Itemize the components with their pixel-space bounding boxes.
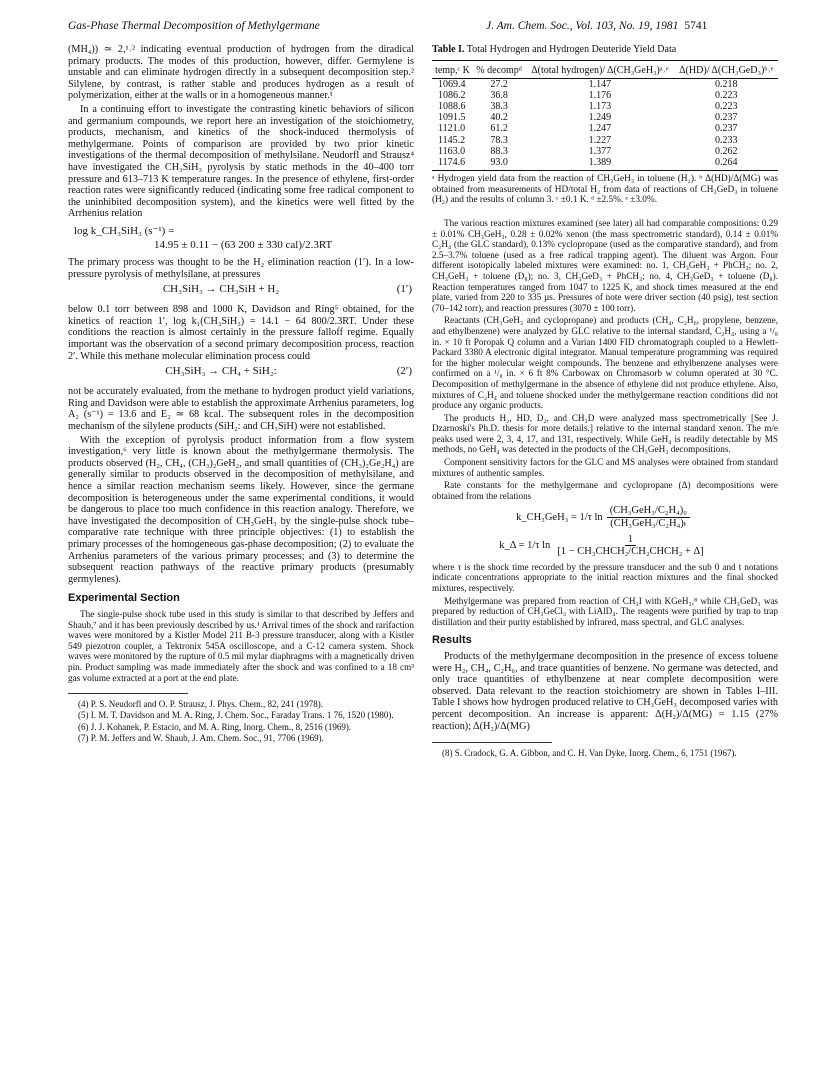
equation-arrhenius-lhs: log k_CH₃SiH₃ (s⁻¹) = (74, 224, 175, 237)
section-heading-experimental: Experimental Section (68, 592, 180, 605)
table-cell: 1.147 (588, 78, 612, 90)
table-row (432, 112, 778, 123)
footnote: (7) P. M. Jeffers and W. Shaub, J. Am. Chem. Soc., 91, 7706 (1969). (78, 732, 324, 743)
table-cell: 1.227 (588, 134, 612, 146)
table-caption (432, 44, 778, 56)
numerator: (CH₃GeH₃/C₂H₄)₀ (607, 505, 690, 518)
footnote: (4) P. S. Neudorfl and O. P. Strausz, J. Phys. Chem., 82, 241 (1978). (78, 699, 323, 710)
paragraph: With the exception of pyrolysis product information from a flow system investigation,⁶ very little is known about the methylgermane thermolysis. The products observed (H₂, CH₄, (CH₃)₂GeH₂, and small quantities of (CH₃)₂Ge₂H₄) are generally similar to products observed in the decomposition of methylsilane, and hence a similar reaction mechanism seems likely. However, since the germane decomposition is heterogeneous under the same experimental conditions, it would be dangerous to place too much confidence in this reaction analogy. Therefore, we have investigated the decomposition of CH₃GeH₃ by the single-pulse shock tube–comparative rate technique with three principle objectives: (1) to establish the primary processes of the homogeneous gas-phase decomposition; (2) to evaluate the Arrhenius parameters of the various primary processes; and (3) to determine the subsequent reaction pathways of the reactive primary products (presumably germylenes). (68, 434, 414, 585)
equation-rate-methylgermane (432, 505, 778, 529)
table-row (432, 90, 778, 101)
paragraph: Reactants (CH₃GeH₃ and cyclopropane) and products (CH₄, C₂H₆, propylene, benzene, and ethylbenzene) were analyzed by GLC relative to the internal standard, C₂H₄, using a ¹/₈ in. × 10 ft Poropak Q column and a Varian 1400 FID chromatograph coupled to a Hewlett-Packard 3380 A electronic digital integrator. Manual temperature programming was required for the higher molecular weight compounds. The benzene and ethylbenzene analyses were confirmed on a ¹/₈ in. × 6 ft 8% Carbowax on Chromasorb w column operated at 30 °C. Decomposition of methylgermane in the absence of ethylene did not produce ethylene. Also, mixtures of C₂H₄ and toluene shocked under the methylgermane reaction conditions did not produce any organic products. (432, 315, 778, 411)
table-cell: 0.237 (714, 123, 738, 135)
equation-1prime (68, 284, 414, 300)
table-cell: 1.389 (525, 157, 674, 171)
table-row (432, 157, 778, 171)
numerator: 1 (625, 534, 636, 547)
table-cell: 0.264 (674, 157, 778, 171)
yield-data-table (432, 60, 778, 172)
journal-citation (486, 20, 707, 32)
table-cell: 0.262 (714, 145, 738, 157)
table-cell: 1.247 (588, 123, 612, 135)
table-cell: 1121.0 (438, 123, 466, 135)
table-cell: 0.218 (714, 78, 738, 90)
footnote-divider (432, 742, 552, 743)
column-header: Δ(HD)/ Δ(CH₃GeD₃)ᵇ˒ᵉ (674, 63, 778, 79)
paragraph: Methylgermane was prepared from reaction of CH₃I with KGeH₃,⁸ while CH₃GeD₃ was prepared by reduction of CH₃GeCl₃ with LiAlD₄. The reagents were purified by trap to trap distillation and their purity established by infrared, mass spectral, and GLC analyses. (432, 595, 778, 627)
equation-arrhenius-rhs: 14.95 ± 0.11 − (63 200 ± 330 cal)/2.3RT (154, 238, 333, 251)
section-heading-results: Results (432, 634, 472, 647)
table-cell: 93.0 (473, 157, 525, 171)
paragraph: below 0.1 torr between 898 and 1000 K, Davidson and Ring⁵ obtained, for the kinetics of reaction 1′, log k₁(CH₃SiH₃) = 14.1 − 64 800/2.3RT. Under these conditions the reaction is almost certainly in the pressure falloff regime. Equally important was the observation of a second primary decomposition process, reaction 2′. While this methane molecular elimination process could (68, 304, 414, 362)
footnote: (8) S. Cradock, G. A. Gibbon, and C. H. Van Dyke, Inorg. Chem., 6, 1751 (1967). (442, 748, 737, 759)
paragraph: where τ is the shock time recorded by the pressure transducer and the sub 0 and t notations indicate concentrations appropriate to the initial reaction mixtures and the final shocked mixtures, respectively. (432, 561, 778, 593)
paragraph: The single-pulse shock tube used in this study is similar to that described by Jeffers and Shaub,⁷ and it has been previously described by us.¹ Arrival times of the shock and rarifaction waves were monitored by a Kistler Model 211 B-3 pressure transducer, along with a Kistler 549 piezotron coupler, a Tektronix 545A oscilloscope, and a C-12 camera system. Shock waves were monitored by the rupture of 0.5 mil mylar diaphragms with a magnetically driven pin. Product sampling was made immediately after the shock and was confined to a 18 cm³ gas volume extracted at a port at the end plate. (68, 608, 414, 683)
footnote: (5) I. M. T. Davidson and M. A. Ring, J. Chem. Soc., Faraday Trans. 1 76, 1520 (1980). (78, 710, 394, 721)
fraction (554, 534, 706, 558)
table-cell: 88.3 (490, 145, 508, 157)
paragraph: Rate constants for the methylgermane and cyclopropane (Δ) decompositions were obtained from the relations (432, 480, 778, 501)
table-row (432, 78, 778, 90)
paragraph: The various reaction mixtures examined (see later) all had comparable compositions: 0.29 ± 0.01% CH₃GeH₃, 0.28 ± 0.02% xenon (the mass spectrometric standard), 0.14 ± 0.01% C₂H₄ (the GLC standard), 0.13% cyclopropane (used as the comparative standard), and from 2.5–3.7% toluene (used as a free radical trapping agent). The diluent was Argon. Four different isotopically labeled mixtures were examined: no. 1, CH₃GeH₃ + PhCH₃; no. 2, CH₃GeH₃ + toluene (D₈); no. 3, CH₃GeD₃ + PhCH₃; no. 4, CH₃GeD₃ + toluene (D₈). Reaction temperatures ranged from 1047 to 1225 K, and shock times measured at the end plate, varied from 220 to 335 µs. Pressures of note were driver section (40 psig), test section (70–142 torr), and reaction pressures (3070 ± 100 torr). (432, 218, 778, 313)
table-footnotes: ᵃ Hydrogen yield data from the reaction of CH₃GeH₃ in toluene (H₂). ᵇ Δ(HD)/Δ(MG) was obtained from measurements of HD/total H₂ from data of reactions of CH₃GeD₃ in toluene (H₂) and the results of column 3. ᶜ ±0.1 K. ᵈ ±2.5%. ᵉ ±3.0%. (432, 174, 778, 206)
paragraph: In a continuing effort to investigate the contrasting kinetic behaviors of silicon and germanium compounds, we report here an investigation of the stoichiometry, products, mechanism, and kinetics of the shock-induced thermolysis of methylgermane. Points of comparison are provided by two prior kinetic investigations of the thermal decomposition of methylsilane. Neudorfl and Strausz⁴ have investigated the CH₃SiH₃ pyrolysis by static methods in the 40–400 torr pressure and 613–713 K temperature ranges. In the presence of ethylene, first-order reaction rates were significantly reduced (indicating some free radical component to the uninhibited decomposition system), and the kinetics were well fitted by the Arrhenius relation (68, 103, 414, 220)
paragraph: Component sensitivity factors for the GLC and MS analyses were obtained from standard mixtures of authentic samples. (432, 457, 778, 478)
table-cell: 1086.2 (438, 89, 466, 101)
equation-number: (2′) (396, 365, 412, 378)
table-label: Table I. (432, 44, 465, 55)
left-column (68, 44, 414, 744)
table-cell: 0.237 (714, 112, 738, 124)
paragraph: (MH₄)) ≃ 2,¹˒² indicating eventual production of hydrogen from the diradical primary products. The modes of this production, however, differ. Germylene is unstable and can eliminate hydrogen directly in a subsequent decomposition step.² Silylene, by contrast, is rather stable and produces hydrogen as a result of polymerization, either at the walls or in a homogeneous manner.¹ (68, 44, 414, 102)
equation-lhs: k_CH₃GeH₃ = (516, 511, 577, 523)
paragraph: not be accurately evaluated, from the methane to hydrogen product yield variations, Ring and Davidson were able to establish the approximate Arrhenius parameters, log A₂ (s⁻¹) = 13.6 and E₂ ≃ 68 kcal. The subsequent roles in the decomposition mechanism of the silylene products (SiH₂: and CH₃SiH) were not established. (68, 386, 414, 433)
journal-reference: J. Am. Chem. Soc., Vol. 103, No. 19, 1981 (486, 20, 679, 32)
table-cell: 1.249 (588, 112, 612, 124)
table-cell: 1.176 (588, 89, 612, 101)
paragraph: The primary process was thought to be the H₂ elimination reaction (1′). In a low-pressure pyrolysis of methylsilane, at pressures (68, 257, 414, 280)
table-cell: 40.2 (490, 112, 508, 124)
denominator: (CH₃GeH₃/C₂H₄)ₜ (610, 518, 687, 530)
footnote: (6) J. J. Kohanek, P. Estacio, and M. A. Ring, Inorg. Chem., 8, 2516 (1969). (78, 721, 352, 732)
column-header: Δ(total hydrogen)/ Δ(CH₃GeH₃)ᵃ˒ᵉ (525, 63, 674, 79)
table-cell: 1091.5 (438, 112, 466, 124)
equation-text: CH₃SiH₃ → CH₄ + SiH₂: (165, 365, 277, 378)
table-cell: 1163.0 (438, 145, 466, 157)
column-header: temp,ᶜ K (432, 63, 473, 79)
column-header: % decompᵈ (473, 63, 525, 79)
paragraph: Products of the methylgermane decomposition in the presence of excess toluene were H₂, CH₄, C₂H₆, and trace quantities of benzene. No germane was detected, and only trace quantities of ethylbenzene at near complete decomposition were observed. Data relevant to the reaction stoichiometry are shown in Tables I–III. Table I shows how hydrogen produced relative to CH₃GeH₃ decomposed varies with percent decomposition. An increase is apparent: Δ(H₂)/Δ(MG) = 1.15 (27% reaction); Δ(H₂)/Δ(MG) (432, 650, 778, 732)
running-title: Gas-Phase Thermal Decomposition of Methylgermane (68, 20, 320, 32)
equation-number: (1′) (396, 283, 412, 296)
equation-lhs: k_Δ = (499, 539, 525, 551)
table-cell: 27.2 (490, 78, 508, 90)
table-row (432, 135, 778, 146)
table-cell: 1174.6 (432, 157, 473, 171)
right-column (432, 44, 778, 759)
table-cell: 1.377 (588, 145, 612, 157)
table-row (432, 101, 778, 112)
table-cell: 0.223 (714, 89, 738, 101)
table-cell: 36.8 (490, 89, 508, 101)
table-row (432, 146, 778, 157)
equation-text: CH₃SiH₃ → CH₃SiH + H₂ (162, 283, 280, 296)
table-cell: 0.233 (714, 134, 738, 146)
fraction (607, 505, 690, 529)
equation-rate-cyclopropane (432, 534, 778, 558)
table-cell: 1.173 (588, 101, 612, 112)
table-title: Total Hydrogen and Hydrogen Deuteride Yield Data (466, 44, 677, 55)
table-row (432, 123, 778, 134)
table-cell: 61.2 (490, 123, 508, 135)
table-cell: 0.223 (714, 101, 738, 112)
equation-prefix: 1/τ ln (579, 511, 603, 523)
footnote-divider (68, 693, 188, 694)
paragraph: The products H₂, HD, D₂, and CH₃D were analyzed mass spectrometrically [See J. Dzarnoski's Ph.D. thesis for more details.] relative to the internal standard xenon. The m/e peaks used were 2, 3, 4, 17, and 131, respectively. While GeH₄ is readily detectable by MS methods, no GeH₄ was detected in the products of the CH₃GeH₃ decompositions. (432, 412, 778, 455)
equation-prefix: 1/τ ln (527, 539, 551, 551)
table-cell: 1145.2 (438, 134, 466, 146)
table-cell: 1088.6 (438, 101, 466, 112)
table-cell: 38.3 (490, 101, 508, 112)
denominator: [1 − CH₃CHCH₂/CH₂CHCH₂ + Δ] (557, 546, 704, 558)
page-number: 5741 (684, 20, 708, 32)
equation-2prime (68, 366, 414, 382)
table-cell: 78.3 (490, 134, 508, 146)
table-cell: 1069.4 (438, 78, 466, 90)
